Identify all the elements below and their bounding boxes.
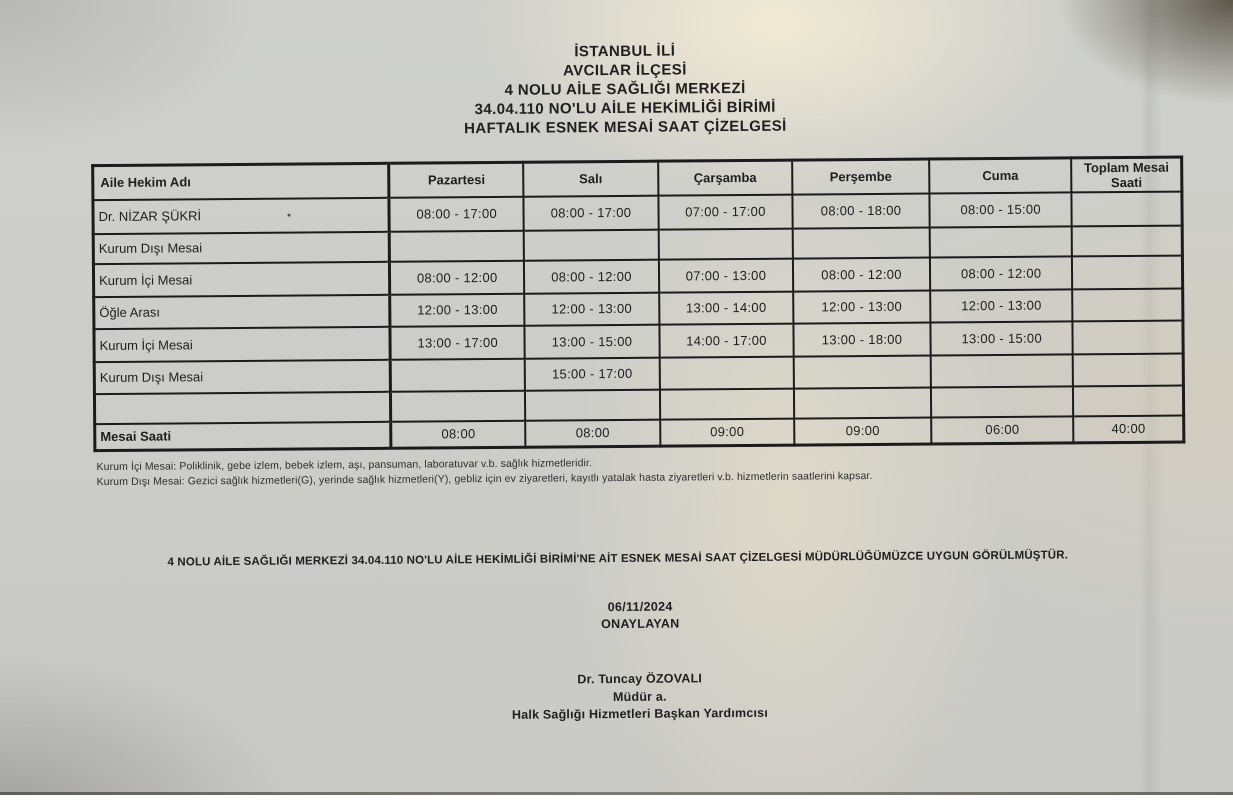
time-cell: 13:00 - 14:00 xyxy=(659,291,794,324)
approver-name: Dr. Tuncay ÖZOVALI xyxy=(577,671,703,687)
title-line-center: 4 NOLU AİLE SAĞLIĞI MERKEZİ xyxy=(504,79,746,99)
time-cell xyxy=(525,389,660,420)
approval-statement: 4 NOLU AİLE SAĞLIĞI MERKEZİ 34.04.110 NO'LU AİLE HEKİMLİĞİ BİRİMİ'NE AİT ESNEK MESAİ SAAT ÇİZELGESİ MÜDÜRLÜĞÜMÜZCE UYGUN GÖRÜLMÜŞTÜR. xyxy=(167,549,1069,569)
time-cell xyxy=(390,358,525,391)
time-cell: 07:00 - 17:00 xyxy=(658,194,793,229)
time-cell: 14:00 - 17:00 xyxy=(659,323,794,357)
row-label-cell: Kurum İçi Mesai xyxy=(93,261,389,296)
total-cell xyxy=(1072,191,1182,226)
approval-date: 06/11/2024 xyxy=(607,599,673,615)
time-cell: 08:00 - 12:00 xyxy=(390,260,525,294)
stray-mark xyxy=(288,214,291,217)
time-cell: 12:00 - 13:00 xyxy=(390,293,525,326)
column-header-total: Toplam Mesai Saati xyxy=(1072,157,1182,192)
approval-date-block xyxy=(24,594,1233,638)
title-line-unit: 34.04.110 NO'LU AİLE HEKİMLİĞİ BİRİMİ xyxy=(474,98,776,119)
time-cell: 13:00 - 15:00 xyxy=(930,321,1073,355)
column-header-wednesday: Çarşamba xyxy=(658,160,793,195)
time-cell: 15:00 - 17:00 xyxy=(525,357,660,390)
row-label-cell: Kurum Dışı Mesai xyxy=(93,231,389,263)
column-header-tuesday: Salı xyxy=(523,161,658,196)
title-line-province: İSTANBUL İLİ xyxy=(574,42,676,61)
total-cell xyxy=(1073,353,1183,386)
column-header-monday: Pazartesi xyxy=(389,162,524,197)
row-label-cell: Kurum Dışı Mesai xyxy=(94,359,390,393)
signature-block xyxy=(23,666,1233,728)
column-header-thursday: Perşembe xyxy=(792,159,929,194)
time-cell: 12:00 - 13:00 xyxy=(793,290,930,323)
total-cell xyxy=(1072,255,1182,289)
time-cell xyxy=(931,386,1074,417)
title-line-district: AVCILAR İLÇESİ xyxy=(563,61,687,80)
time-cell xyxy=(658,228,793,259)
time-cell: 13:00 - 15:00 xyxy=(525,324,660,358)
time-cell xyxy=(929,226,1072,257)
time-cell xyxy=(930,354,1073,387)
doctor-name-cell: Dr. NİZAR ŞÜKRİ xyxy=(93,197,389,233)
title-line-schedule: HAFTALIK ESNEK MESAİ SAAT ÇİZELGESİ xyxy=(464,117,787,138)
row-label-cell xyxy=(94,391,390,423)
time-cell: 13:00 - 17:00 xyxy=(390,325,525,359)
footnotes xyxy=(96,452,1156,490)
total-cell xyxy=(1073,385,1183,416)
column-header-friday: Cuma xyxy=(929,158,1072,193)
daily-total-cell: 08:00 xyxy=(391,420,526,448)
total-hours-label-cell: Mesai Saati xyxy=(95,421,391,450)
time-cell: 08:00 - 12:00 xyxy=(524,259,659,293)
document-title xyxy=(8,37,1233,142)
time-cell: 12:00 - 13:00 xyxy=(930,289,1073,322)
row-label-cell: Öğle Arası xyxy=(94,294,390,328)
approver-label: ONAYLAYAN xyxy=(601,616,680,632)
total-cell xyxy=(1073,288,1183,321)
time-cell xyxy=(524,229,659,260)
time-cell: 08:00 - 18:00 xyxy=(793,193,930,228)
time-cell: 08:00 - 17:00 xyxy=(389,196,524,231)
time-cell xyxy=(794,387,931,418)
daily-total-cell: 09:00 xyxy=(794,417,931,445)
daily-total-cell: 08:00 xyxy=(525,419,660,447)
total-cell xyxy=(1072,225,1182,256)
time-cell xyxy=(660,388,795,419)
weekly-total-cell: 40:00 xyxy=(1074,415,1184,443)
time-cell xyxy=(391,390,526,421)
approver-department: Halk Sağlığı Hizmetleri Başkan Yardımcısı xyxy=(511,705,769,722)
time-cell: 07:00 - 13:00 xyxy=(659,258,794,292)
time-cell xyxy=(659,356,794,389)
row-label-cell: Kurum İçi Mesai xyxy=(94,326,390,361)
time-cell: 08:00 - 12:00 xyxy=(793,257,930,291)
time-cell: 08:00 - 12:00 xyxy=(930,256,1073,290)
total-cell xyxy=(1073,320,1183,354)
time-cell: 13:00 - 18:00 xyxy=(794,322,931,356)
time-cell xyxy=(793,227,930,258)
time-cell xyxy=(794,355,931,388)
daily-total-cell: 09:00 xyxy=(660,418,795,446)
approver-role: Müdür a. xyxy=(612,689,667,704)
footnote-out-of-office-definition: Kurum Dışı Mesai: Gezici sağlık hizmetleri(G), yerinde sağlık hizmetleri(Y), gebliz için ev ziyaretleri, kayıtlı yatalak hasta ziyaretleri v.b. hizmetlerin saatlerini kapsar. xyxy=(96,469,873,489)
weekly-schedule-table xyxy=(91,156,1185,453)
time-cell: 08:00 - 15:00 xyxy=(929,192,1072,227)
time-cell xyxy=(389,230,524,261)
daily-total-cell: 06:00 xyxy=(931,416,1074,444)
time-cell: 08:00 - 17:00 xyxy=(524,195,659,230)
footnote-in-office-definition: Kurum İçi Mesai: Poliklinik, gebe izlem, bebek izlem, aşı, pansuman, laboratuvar v.b. sağlık hizmetleridir. xyxy=(96,457,593,474)
column-header-doctor: Aile Hekim Adı xyxy=(93,163,389,199)
time-cell: 12:00 - 13:00 xyxy=(524,292,659,325)
